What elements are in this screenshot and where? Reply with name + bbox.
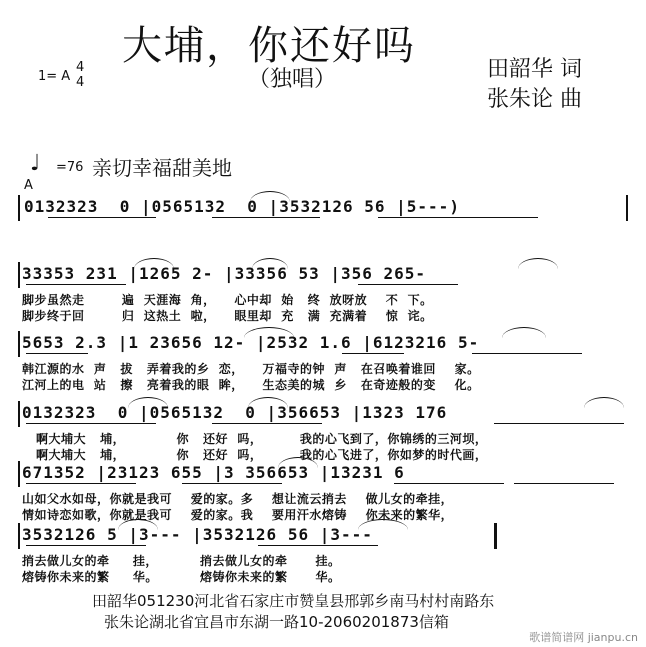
footer-address-lyricist: 田韶华051230河北省石家庄市赞皇县邢郭乡南马村村南路东 (92, 592, 495, 610)
notation-row-5 (18, 525, 498, 549)
time-signature (76, 60, 84, 90)
beam-line (494, 423, 624, 424)
notation-row-2 (18, 333, 630, 357)
beam-line (212, 423, 322, 424)
lyrics-verse-2: 熔铸你未来的繁 华。 熔铸你未来的繁 华。 (22, 570, 341, 584)
lyrics-verse-1: 捎去做儿女的牵 挂， 捎去做儿女的牵 挂。 (22, 554, 341, 568)
lyrics-verse-2: 情如诗恋如歌，你就是我可 爱的家。我 要用汗水熔铸 你未来的繁华， (22, 508, 454, 522)
chord-label: A (24, 178, 33, 193)
beam-line (378, 217, 538, 218)
beam-line (26, 284, 126, 285)
slur-mark (134, 258, 174, 269)
quarter-note-icon: ♩ (30, 151, 41, 176)
composer-credit: 张朱论 曲 (487, 87, 582, 112)
barline (18, 461, 20, 487)
barline (18, 195, 20, 221)
notes-row: 0132323 0 |0565132 0 |356653 |1323 176 (22, 403, 458, 422)
beam-line (212, 217, 320, 218)
beam-line (26, 423, 156, 424)
beam-line (358, 284, 458, 285)
slur-mark (250, 191, 290, 202)
beam-line (394, 483, 504, 484)
barline (626, 195, 628, 221)
notes-row: 33353 231 |1265 2- |33356 53 |356 265- (22, 264, 437, 283)
lyrics-verse-2: 啊大埔大 埔， 你 还好 吗， 我的心飞进了，你如梦的时代画， (22, 448, 488, 462)
time-signature-bottom: 4 (76, 75, 85, 90)
lyrics-verse-1: 啊大埔大 埔， 你 还好 吗， 我的心飞到了，你锦绣的三河坝， (22, 432, 488, 446)
footer-address-composer: 张朱论湖北省宜昌市东湖一路10-2060201873信箱 (104, 613, 449, 631)
notation-row-3 (18, 403, 630, 427)
beam-line (342, 353, 404, 354)
lyricist-credit: 田韶华 词 (487, 57, 582, 82)
tempo-expression: 亲切幸福甜美地 (92, 156, 232, 180)
barline (18, 401, 20, 427)
beam-line (26, 353, 88, 354)
slur-mark (128, 397, 168, 408)
lyrics-verse-1: 韩江源的水 声 拔 弄着我的乡 恋， 万福寺的钟 声 在召唤着谁回 家。 (22, 362, 480, 376)
final-barline (494, 523, 497, 549)
notation-row-1 (18, 264, 630, 288)
barline (18, 331, 20, 357)
notes-row: 0132323 0 |0565132 0 |3532126 56 |5---) (24, 197, 460, 216)
barline (18, 523, 20, 549)
beam-line (26, 545, 146, 546)
watermark: 歌谱简谱网 jianpu.cn (529, 631, 638, 644)
slur-mark (244, 327, 294, 338)
notation-row-4 (18, 463, 630, 487)
slur-mark (584, 397, 624, 408)
slur-mark (252, 258, 288, 269)
tempo-value: =76 (56, 160, 84, 175)
notation-row-intro (18, 197, 630, 221)
lyrics-verse-2: 脚步终于回 归 这热土 啦， 眼里却 充 满 充满着 惊 诧。 (22, 309, 433, 323)
notes-row: 5653 2.3 |1 23656 12- |2532 1.6 |6123216 5- (22, 333, 490, 352)
barline (18, 262, 20, 288)
time-signature-top: 4 (76, 60, 85, 75)
slur-mark (502, 327, 546, 338)
lyrics-verse-2: 江河上的电 站 擦 亮着我的眼 眸， 生态美的城 乡 在奇迹般的变 化。 (22, 378, 480, 392)
slur-mark (518, 258, 558, 269)
beam-line (258, 545, 378, 546)
key-signature: 1= A (38, 69, 71, 84)
beam-line (514, 483, 614, 484)
notes-row: 3532126 5 |3--- |3532126 56 |3--- (22, 525, 384, 544)
notes-row: 671352 |23123 655 |3 356653 |13231 6 (22, 463, 416, 482)
lyrics-verse-1: 脚步虽然走 遍 天涯海 角， 心中却 始 终 放呀放 不 下。 (22, 293, 433, 307)
beam-line (472, 353, 582, 354)
song-subtitle: （独唱） (248, 67, 337, 92)
song-title: 大埔，你还好吗 (122, 23, 416, 69)
slur-mark (248, 397, 288, 408)
beam-line (48, 217, 156, 218)
beam-line (182, 483, 282, 484)
lyrics-verse-1: 山如父水如母，你就是我可 爱的家。多 想让流云捎去 做儿女的牵挂， (22, 492, 454, 506)
beam-line (26, 483, 136, 484)
